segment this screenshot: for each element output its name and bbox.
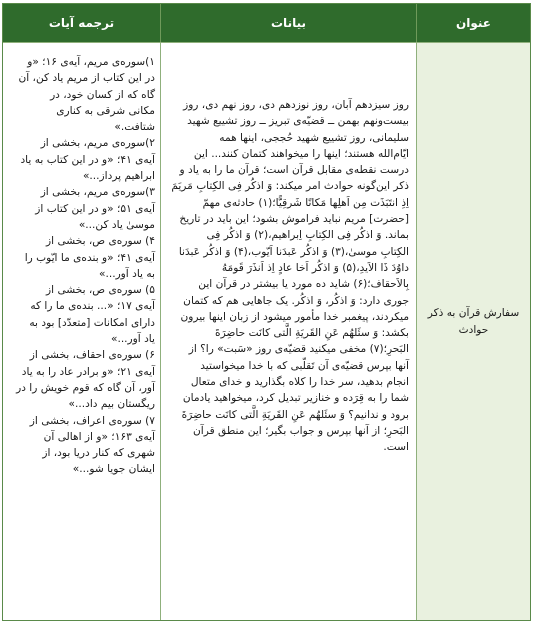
header-explanations: بیانات [160,4,416,42]
explanation-text: روز سیزدهم آبان، روز نوزدهم دی، روز نهم دی، روز بیست‌ونهم بهمن ــ قضیّه‌ی تبریز ــ روز تشییع شهید سلیمانی، روز تشییع شهید حُججی، اینها همه ایّام‌الله هستند؛ اینها را میخواهند کتمان کنند... این درست نقطه‌ی مقابل قرآن است؛ قرآن ما را به یاد و ذکر این‌گونه حوادث امر میکند: وَ اذکُر فِی الکِتابِ مَریَمَ اِذِ انتَبَذَت مِن اَهلِها مَکانًا شَرقِیًّا؛(۱) حادثه‌ی مهمّ [حضرت] مریم نباید فراموش بشود؛ این باید در تاریخ بماند. وَ اذکُر فِی الکِتابِ اِبراهیم،(۲) وَ اذکُر فِی الکِتابِ موسیٰ،(۳) وَ اذکُر عَبدَنا اَیّوب،(۴) وَ اذکُر عَبدَنا داوُدَ ذَا الاَیدِ،(۵) وَ اذکُر اَخا عادٍ اِذ اَنذَرَ قَومَهُ بِالاَحقاف؛(۶) شاید ده مورد یا بیشتر در قرآن این جوری دارد: وَ اذکُر، وَ اذکُر. یک جاهایی هم که کتمان میکردند، پیغمبر خدا مأمور میشود از زبان اینها بیرون بکشد: وَ سئَلهُم عَنِ القَریَةِ الَّتی کانَت حاضِرَةَ البَحرِ؛(۷) مخفی میکنید قضیّه‌ی روز «سَبت» را؟ از آنها بپرس قضیّه‌ی آن تَقلّبی که با خدا میخواستید انجام بدهید، سر خدا را کلاه بگذارید و خدای متعال شما را به قِرَده و خنازیر تبدیل کرد، میخواهید یادمان برود و ندانیم؟ وَ سئَلهُم عَنِ القَریَةِ الَّتی کانَت حاضِرَةَ البَحرِ؛ از آنها بپرس و جواب بگیر؛ این منطق قرآن است. [171,99,409,454]
title-cell [416,42,530,620]
verses-translation-cell [3,42,160,620]
content-table [2,3,531,621]
header-title: عنوان [416,4,530,42]
explanation-cell [160,42,416,620]
verses-translation-text: ۱)سوره‌ی مریم، آیه‌ی ۱۶؛ «و در این کتاب از مریم یاد کن، آن گاه که از کسان خود، در مکانی شرقی به کناری شتافت.» ۲)سوره‌ی مریم، بخشی از آیه‌ی ۴۱؛ «و در این کتاب به یاد ابراهیم پرداز...» ۳)سوره‌ی مریم، بخشی از آیه‌ی ۵۱؛ «و در این کتاب از موسیٰ یاد کن...» ۴) سوره‌ی ص، بخشی از آیه‌ی ۴۱؛ «و بنده‌ی ما ایّوب را به یاد آور...» ۵) سوره‌ی ص، بخشی از آیه‌ی ۱۷؛ «... بنده‌ی ما را که دارای امکانات [متعدّد] بود به یاد آور...» ۶) سوره‌ی احقاف، بخشی از آیه‌ی ۲۱؛ «و برادر عاد را به یاد آور، آن گاه که قوم خویش را در ریگستان بیم داد...» ۷) سوره‌ی اعراف، بخشی از آیه‌ی ۱۶۳؛ «و از اهالی آن شهری که کنار دریا بود، از ایشان جویا شو...» [16,56,155,476]
header-verses-translation: ترجمه آیات [3,4,160,42]
row-title: سفارش قرآن به ذکر حوادث [427,307,520,336]
